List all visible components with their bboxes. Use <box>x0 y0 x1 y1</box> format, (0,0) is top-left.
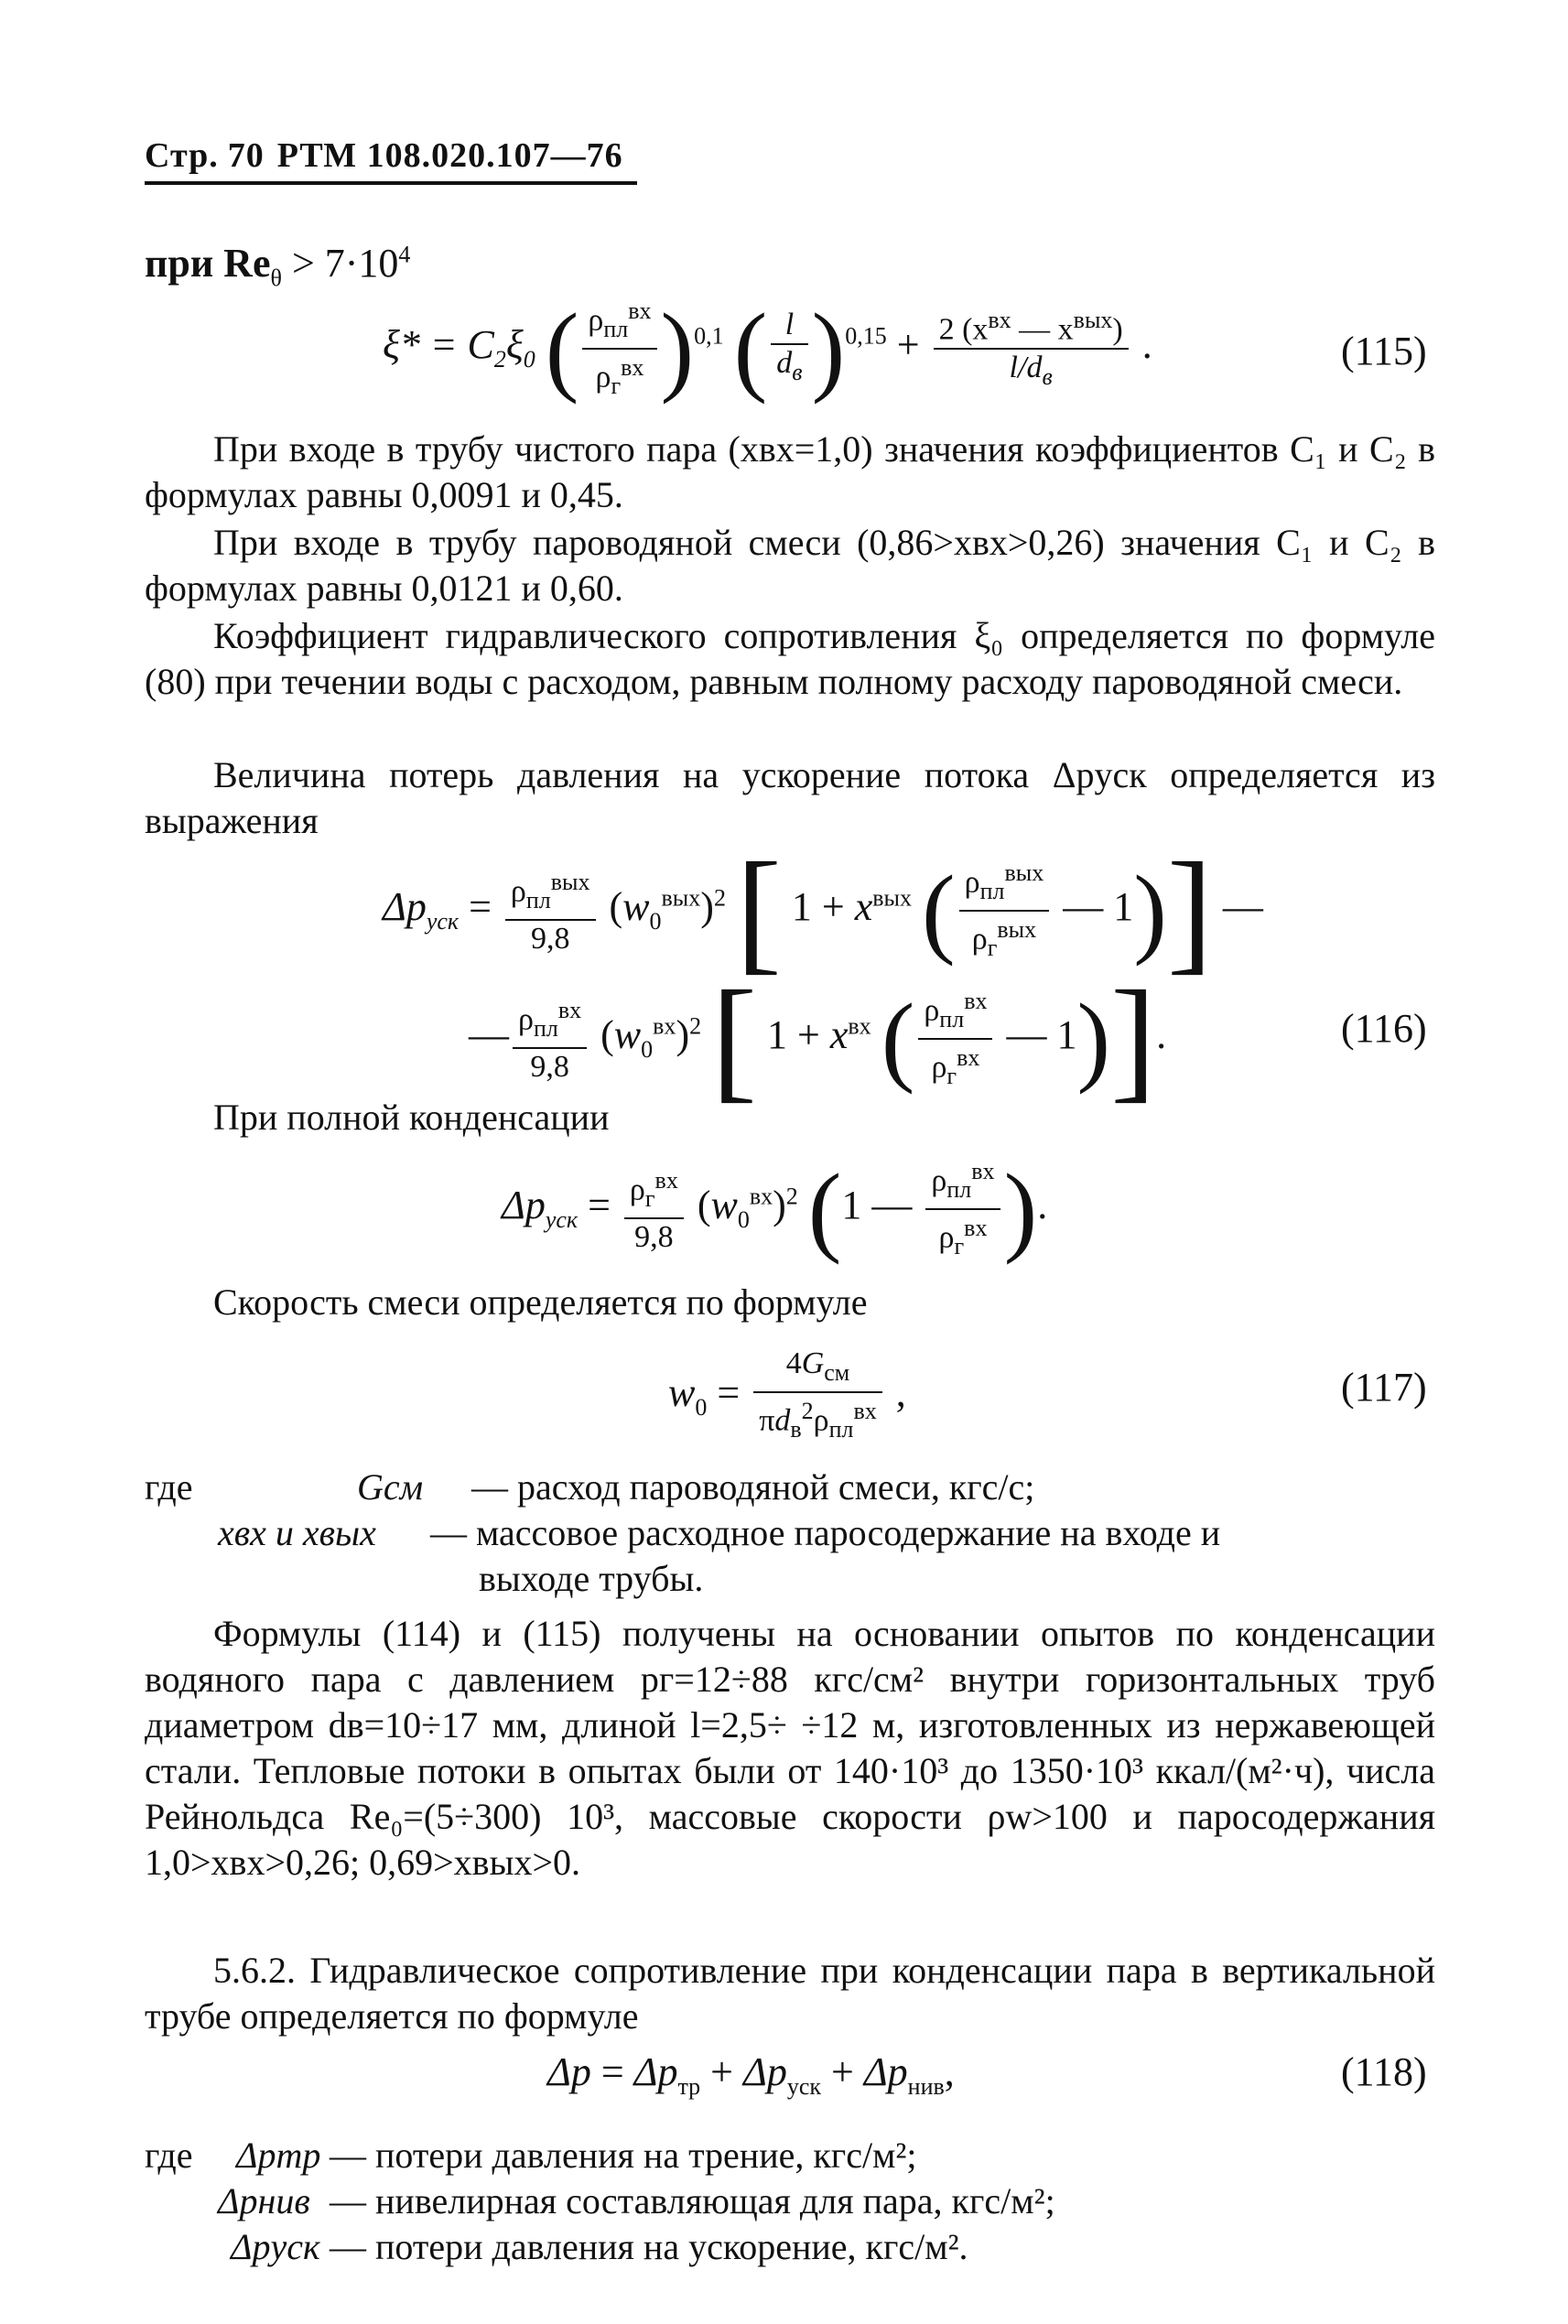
header-rule <box>145 181 637 185</box>
def-tr-symbol: Δpтр <box>236 2135 321 2176</box>
def-niv-symbol: Δpнив <box>218 2180 310 2221</box>
condition-text: при Re <box>145 241 271 286</box>
equation-full-condensation: $\Delta p_{уск}$ = $\frac{\rho_г^{вх}}{9,8}$ $(w_0^{вх})^2$ (1 — $\frac{\rho_{пл}^{вх}}{\rho_г^{вх}}$ ). <box>502 1153 1048 1266</box>
page-header <box>145 135 623 176</box>
doc-code: РТМ 108.020.107—76 <box>276 136 623 175</box>
page-label: Стр. <box>145 136 219 175</box>
def-x-symbol: xвх и xвых <box>218 1512 376 1553</box>
eq-number-117: (117) <box>1341 1365 1427 1410</box>
equation-116-line2: — $\frac{\rho_{пл}^{вх}}{9,8}$ $(w_0^{вх})^2$ [ $1 + x^{вх}$ ( $\frac{\rho_{пл}^{вх}}{\rho_г^{вх}}$ — 1)]. <box>469 963 1167 1115</box>
equation-116-line1: $\Delta p_{уск}$ = $\frac{\rho_{пл}^{вых}}{9,8}$ $(w_0^{вых})^2$ [ $1 + x^{вых}$ ( $\frac{\rho_{пл}^{вых}}{\rho_г^{вых}}$ — 1)] — <box>383 835 1263 987</box>
def-g-text: — расход пароводяной смеси, кгс/с; <box>471 1466 1035 1508</box>
reynolds-condition: при $Re_\theta > 7\cdot 10^4$ <box>145 241 411 291</box>
def-usk-text: — потери давления на ускорение, кгс/м². <box>330 2226 968 2267</box>
paragraph-7: Формулы (114) и (115) получены на основании опытов по конденсации водяного пара с давлением pг=12÷88 кгс/см² внутри горизонтальных труб диаметром dв=10÷17 мм, длиной l=2,5÷ ÷12 м, изготовленных из нержавеющей стали. Тепловые потоки в опытах были от 140·10³ до 1350·10³ ккал/(м²·ч), числа Рейнольдса Re₀=(5÷300) 10³, массовые скорости ρw>100 и паросодержания 1,0>xвх>0,26; 0,69>xвых>0. <box>145 1613 1435 1883</box>
eq-number-115: (115) <box>1341 329 1427 373</box>
paragraph-1: При входе в трубу чистого пара (xвх=1,0) значения коэффициентов C₁ и C₂ в формулах равны 0,0091 и 0,45. <box>145 428 1435 515</box>
paragraph-3: Коэффициент гидравлического сопротивления ξ₀ определяется по формуле (80) при течении воды с расходом, равным полному расходу пароводяной смеси. <box>145 615 1435 702</box>
where-label-2: где <box>145 2135 193 2176</box>
equation-115: $\xi* = C_2\xi_0$ ( $\frac{\rho_{пл}^{вх}}{\rho_г^{вх}}$ )$^{0,1}$ ( $\frac{l}{d_в}$ )$^{0,15}$ + $\frac{2 (x^{вх} — x^{вых})}{l/d_в}$ . <box>383 293 1152 405</box>
def-tr-text: — потери давления на трение, кгс/м²; <box>330 2135 917 2176</box>
def-x-text2: выходе трубы. <box>479 1558 704 1599</box>
def-g-symbol: Gсм <box>357 1466 424 1508</box>
equation-118: $\Delta p = \Delta p_{тр} + \Delta p_{уск} + \Delta p_{нив}$, <box>547 2049 955 2100</box>
def-niv-text: — нивелирная составляющая для пара, кгс/м²; <box>330 2180 1055 2221</box>
def-x-text: — массовое расходное паросодержание на входе и <box>430 1512 1221 1553</box>
page-number: 70 <box>227 136 265 175</box>
paragraph-2: При входе в трубу пароводяной смеси (0,86>xвх>0,26) значения C₁ и C₂ в формулах равны 0,0121 и 0,60. <box>145 522 1435 609</box>
equation-117: $w_0$ = $\frac{4G_{см}}{\pi d_в^2\rho_{пл}^{вх}}$ , <box>668 1346 906 1443</box>
paragraph-8: 5.6.2. Гидравлическое сопротивление при конденсации пара в вертикальной трубе определяется по формуле <box>145 1950 1435 2037</box>
eq-number-116: (116) <box>1341 1006 1427 1051</box>
def-usk-symbol: Δpуск <box>231 2226 320 2267</box>
paragraph-6: Скорость смеси определяется по формуле <box>213 1281 868 1323</box>
where-label-1: где <box>145 1466 193 1508</box>
paragraph-4: Величина потерь давления на ускорение потока Δpуск определяется из выражения <box>145 754 1435 841</box>
paragraph-5: При полной конденсации <box>213 1097 610 1138</box>
eq-number-118: (118) <box>1341 2049 1427 2094</box>
condition-tail: > 7·10 <box>291 241 399 286</box>
